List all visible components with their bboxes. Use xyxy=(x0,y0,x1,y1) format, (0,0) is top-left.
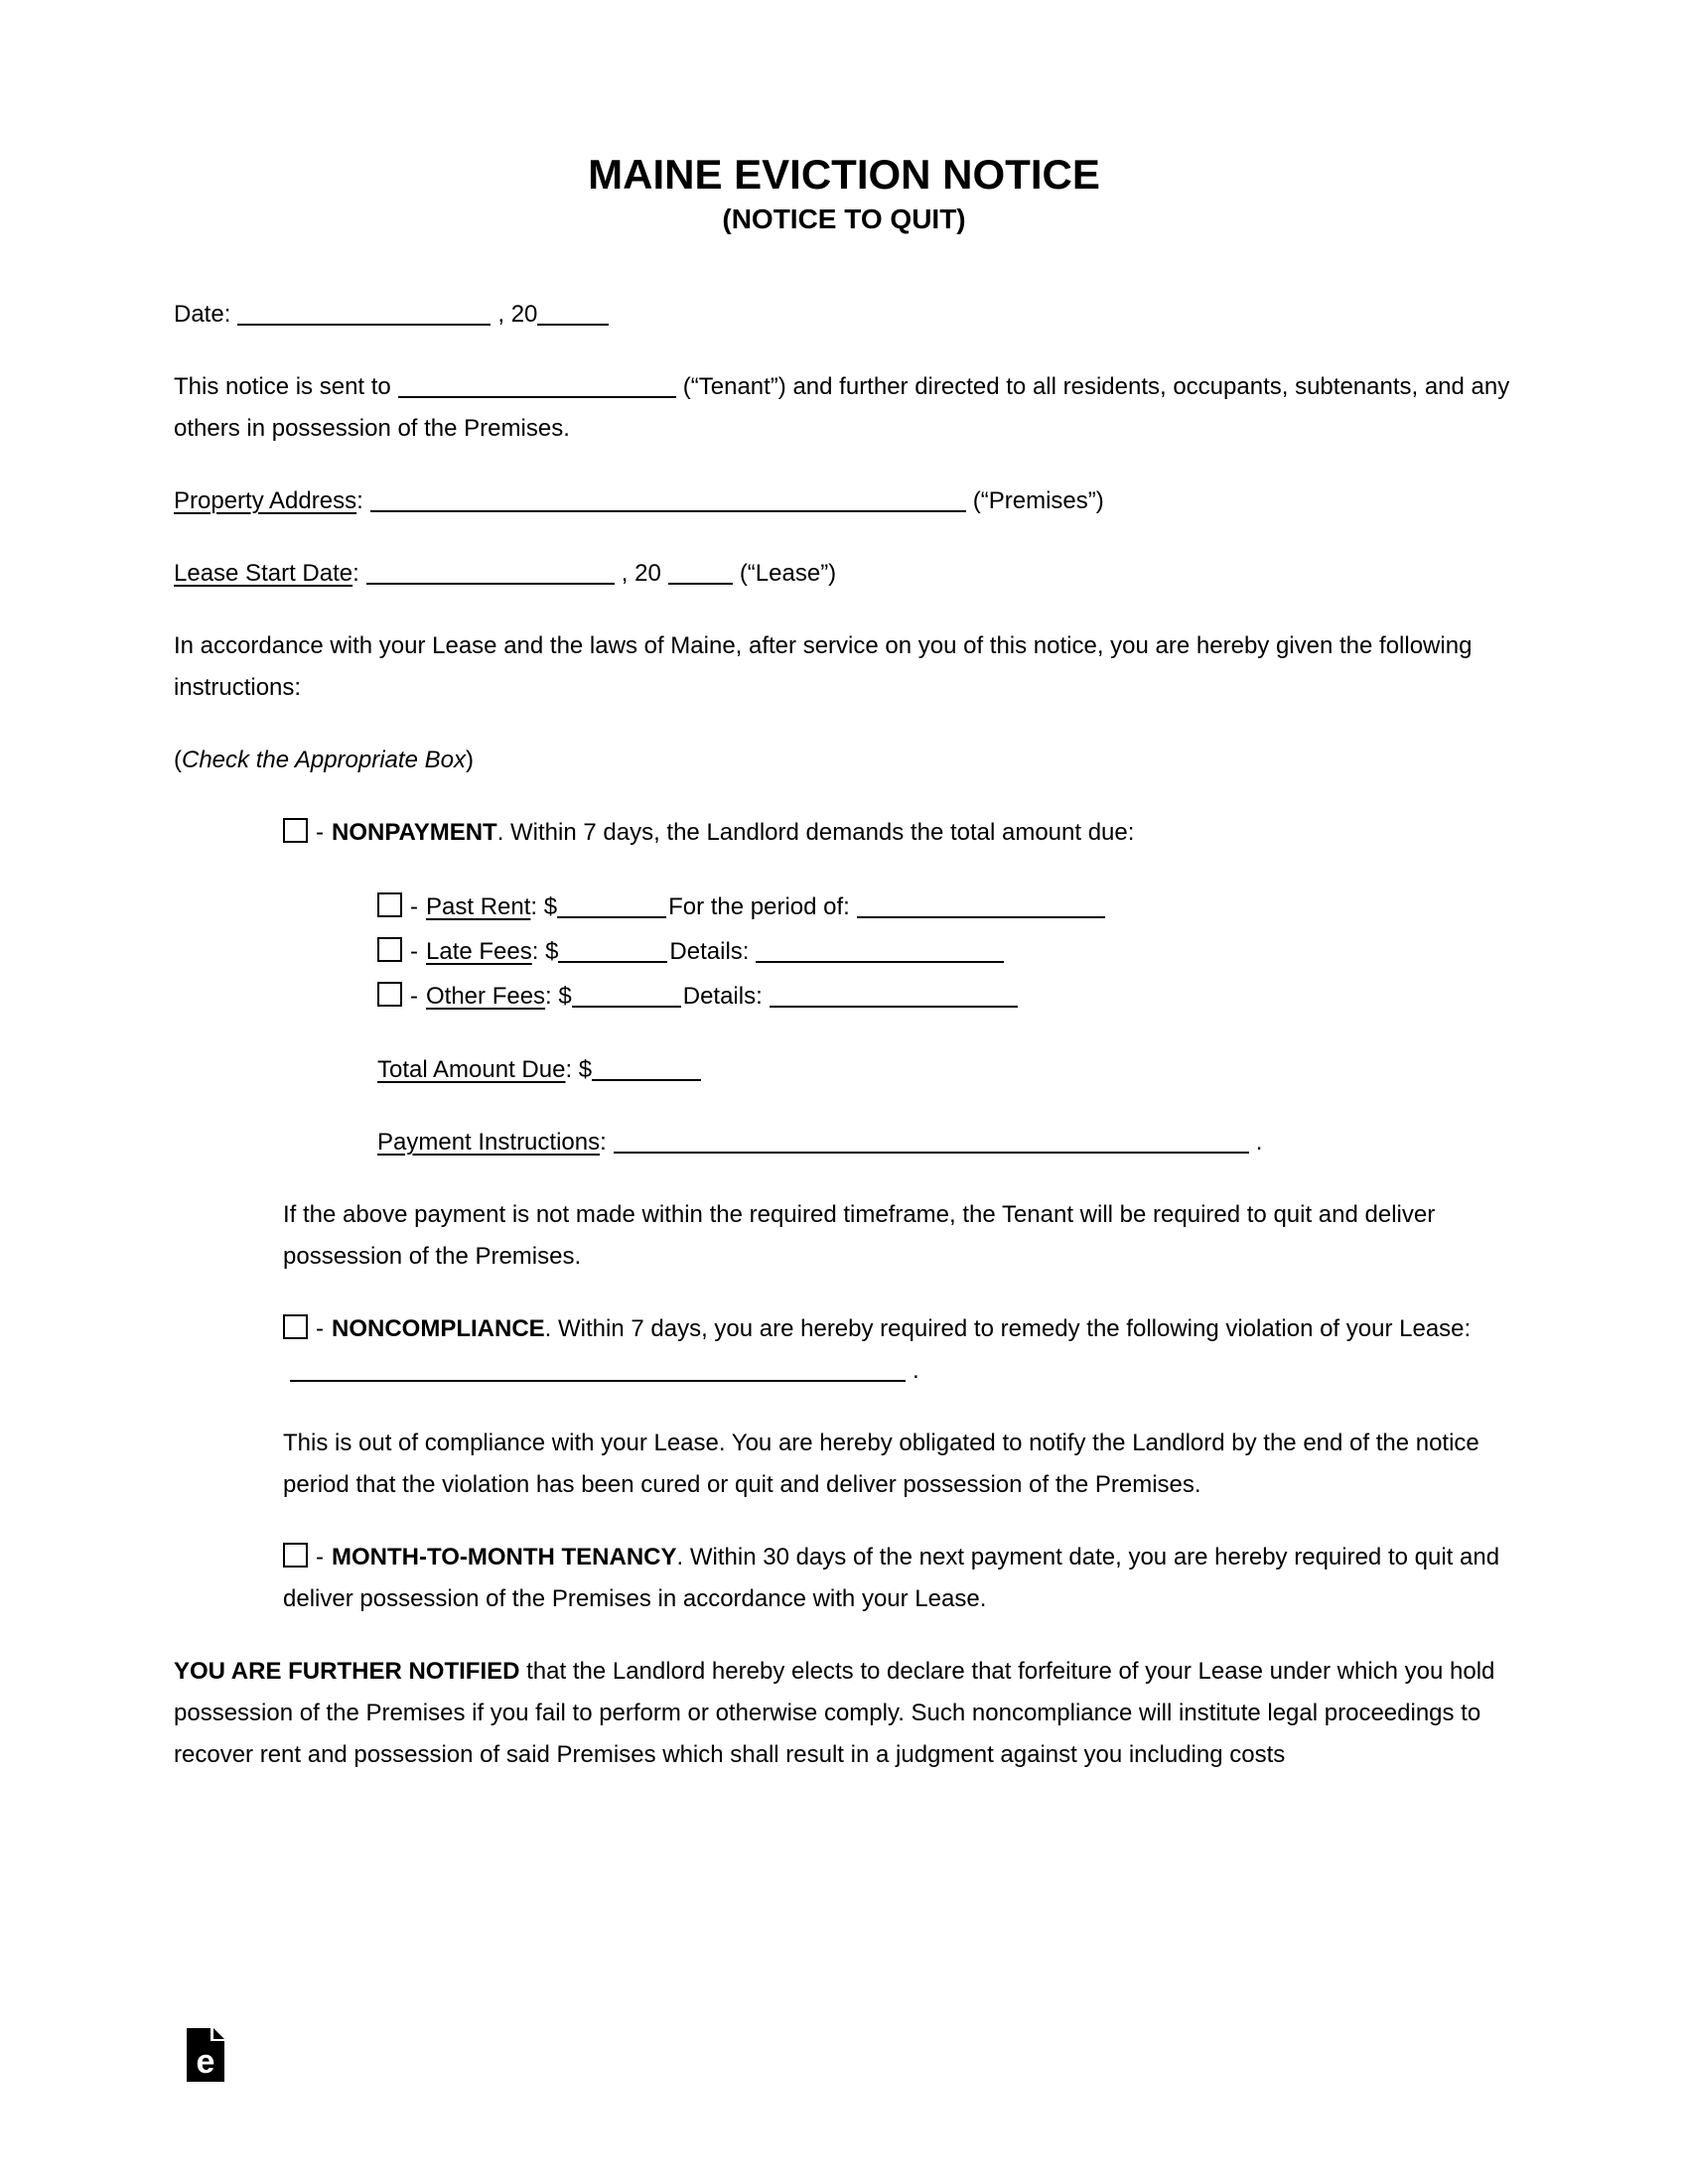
noncompliance-label: NONCOMPLIANCE xyxy=(332,1315,545,1342)
other-fees-details-blank[interactable] xyxy=(770,984,1018,1008)
total-due-colon: : $ xyxy=(565,1056,593,1083)
payment-instructions-blank[interactable] xyxy=(614,1130,1249,1154)
nonpayment-text: . Within 7 days, the Landlord demands the total amount due: xyxy=(496,819,1135,846)
check-note-open: ( xyxy=(174,747,182,773)
other-fees-label: Other Fees xyxy=(426,983,546,1010)
total-due-label: Total Amount Due xyxy=(377,1056,566,1083)
total-due-blank[interactable] xyxy=(592,1057,701,1081)
other-fees-details-label: Details: xyxy=(682,983,763,1010)
document-icon xyxy=(187,2028,224,2082)
nonpayment-section xyxy=(283,812,1514,854)
tenant-following-text: (“Tenant”) and further directed to all residents, occupants, subtenants, and any others in possession of the Premises. xyxy=(174,373,1510,442)
lease-start-label: Lease Start Date xyxy=(174,560,353,587)
dash-separator: - xyxy=(410,938,418,965)
past-rent-line xyxy=(377,885,1514,929)
late-fees-checkbox[interactable] xyxy=(377,937,402,962)
other-fees-colon: : $ xyxy=(545,983,572,1010)
noncompliance-explanation-paragraph: This is out of compliance with your Lease. You are hereby obligated to notify the Landlord by the end of the notice period that the violation has been cured or quit and deliver possession of the Premises. xyxy=(283,1430,1479,1498)
property-address-colon: : xyxy=(356,487,363,514)
dash-separator: - xyxy=(316,1315,324,1342)
late-fees-details-blank[interactable] xyxy=(756,939,1004,963)
check-note-close: ) xyxy=(465,747,474,773)
date-line xyxy=(174,294,1514,336)
payment-instructions-colon: : xyxy=(600,1129,607,1156)
premises-text: (“Premises”) xyxy=(972,487,1104,514)
other-fees-line xyxy=(377,974,1514,1019)
further-notified-label: YOU ARE FURTHER NOTIFIED xyxy=(174,1658,520,1685)
logo-letter: e xyxy=(196,2043,215,2081)
noncompliance-section xyxy=(283,1308,1514,1392)
month-to-month-checkbox[interactable] xyxy=(283,1543,308,1568)
late-fees-details-label: Details: xyxy=(669,938,750,965)
lease-text: (“Lease”) xyxy=(739,560,837,587)
tenant-paragraph xyxy=(174,366,1514,450)
date-year-blank[interactable] xyxy=(537,302,609,326)
month-to-month-text: . Within 30 days of the next payment date, you are hereby required to quit and deliver possession of the Premises in accordance with your Lease. xyxy=(283,1544,1500,1612)
nonpayment-failure-paragraph: If the above payment is not made within the required timeframe, the Tenant will be required to quit and deliver possession of the Premises. xyxy=(283,1201,1436,1270)
date-year-text: , 20 xyxy=(497,301,538,328)
past-rent-colon: : $ xyxy=(530,893,558,920)
noncompliance-period: . xyxy=(913,1357,919,1384)
past-rent-amount-blank[interactable] xyxy=(557,894,666,918)
month-to-month-section xyxy=(283,1537,1514,1620)
month-to-month-label: MONTH-TO-MONTH TENANCY xyxy=(332,1544,677,1570)
noncompliance-checkbox[interactable] xyxy=(283,1314,308,1339)
further-notified-text: that the Landlord hereby elects to declare that forfeiture of your Lease under which you hold possession of the Premises if you fail to perform or otherwise comply. Such noncompliance will institute legal proceedings to recover rent and possession of said Premises which shall result in a judgment against you including costs xyxy=(174,1658,1495,1768)
lease-year-blank[interactable] xyxy=(668,561,733,585)
nonpayment-items xyxy=(377,885,1514,1019)
tenant-intro-text: This notice is sent to xyxy=(174,373,391,400)
noncompliance-text: . Within 7 days, you are hereby required to remedy the following violation of your Lease: xyxy=(544,1315,1472,1342)
nonpayment-checkbox[interactable] xyxy=(283,818,308,843)
check-note-text: Check the Appropriate Box xyxy=(182,747,466,773)
nonpayment-label: NONPAYMENT xyxy=(332,819,497,846)
late-fees-colon: : $ xyxy=(531,938,559,965)
late-fees-label: Late Fees xyxy=(426,938,532,965)
past-rent-checkbox[interactable] xyxy=(377,892,402,917)
property-address-line xyxy=(174,480,1514,522)
date-blank[interactable] xyxy=(237,302,491,326)
past-rent-period-label: For the period of: xyxy=(668,893,850,920)
payment-instructions-label: Payment Instructions xyxy=(377,1129,601,1156)
other-fees-checkbox[interactable] xyxy=(377,982,402,1007)
property-address-blank[interactable] xyxy=(370,488,966,512)
property-address-label: Property Address xyxy=(174,487,357,514)
other-fees-amount-blank[interactable] xyxy=(572,984,681,1008)
tenant-name-blank[interactable] xyxy=(398,374,676,398)
dash-separator: - xyxy=(316,1544,324,1570)
check-note xyxy=(174,740,1514,781)
page-subtitle: (NOTICE TO QUIT) xyxy=(722,204,966,234)
further-notified-paragraph xyxy=(174,1651,1514,1776)
past-rent-period-blank[interactable] xyxy=(857,894,1105,918)
payment-instructions-line xyxy=(377,1122,1514,1163)
violation-blank[interactable] xyxy=(290,1358,906,1382)
lease-start-line xyxy=(174,553,1514,595)
lease-year-text: , 20 xyxy=(621,560,661,587)
total-due-line xyxy=(377,1049,1514,1091)
dash-separator: - xyxy=(410,893,418,920)
lease-start-colon: : xyxy=(352,560,359,587)
payment-instructions-period: . xyxy=(1255,1129,1263,1156)
dash-separator: - xyxy=(410,983,418,1010)
late-fees-line xyxy=(377,929,1514,974)
lease-start-blank[interactable] xyxy=(366,561,615,585)
page-title: MAINE EVICTION NOTICE xyxy=(588,151,1100,198)
eforms-logo xyxy=(187,2028,224,2082)
past-rent-label: Past Rent xyxy=(426,893,531,920)
late-fees-amount-blank[interactable] xyxy=(558,939,667,963)
date-label: Date: xyxy=(174,301,231,328)
dash-separator: - xyxy=(316,819,324,846)
instructions-paragraph: In accordance with your Lease and the laws of Maine, after service on you of this notice, you are hereby given the following instructions: xyxy=(174,632,1473,701)
